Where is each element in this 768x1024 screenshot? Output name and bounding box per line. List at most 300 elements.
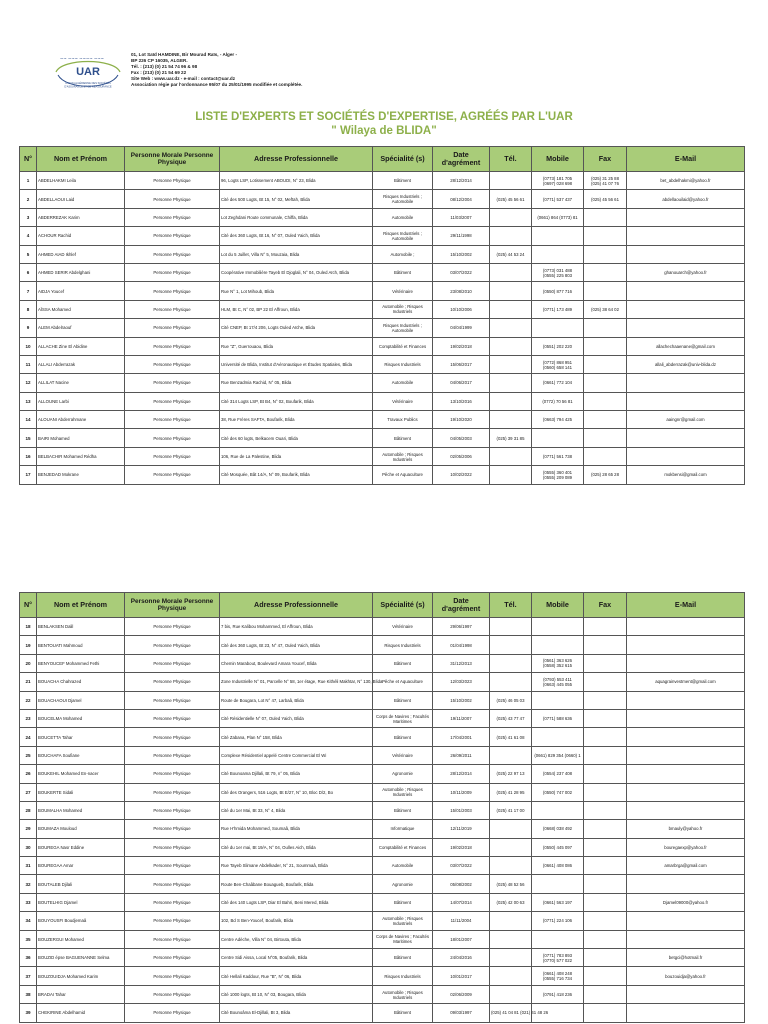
specialty: Bâtiment bbox=[394, 660, 411, 666]
mobile-phone-cell bbox=[532, 912, 584, 930]
expert-name: BOUTELHIG Djamel bbox=[38, 900, 78, 906]
mobile-phone-cell bbox=[532, 227, 584, 245]
approval-date: 18/01/2007 bbox=[450, 936, 472, 942]
professional-address-cell bbox=[220, 893, 373, 911]
approval-date: 14/07/2014 bbox=[450, 900, 472, 906]
professional-address: Route Ben-Chaâbane Bouagueb, Boufarik, Blida bbox=[221, 881, 314, 887]
mobile-phone: (0772) 868 951 bbox=[542, 359, 573, 365]
col-tel-header: Tél. bbox=[490, 593, 532, 618]
expert-name: BENJEDAD Mokrane bbox=[38, 472, 79, 478]
phone-cell bbox=[490, 985, 532, 1003]
row-number-cell bbox=[20, 190, 37, 208]
mobile-phone-cell bbox=[532, 636, 584, 654]
person-type-cell bbox=[125, 709, 220, 727]
person-type: Personne Physique bbox=[153, 343, 191, 349]
professional-address: Cité des 60 logts, Belkacem Ouari, Blida bbox=[221, 435, 298, 441]
expert-name-cell bbox=[37, 429, 125, 447]
phone-cell bbox=[490, 429, 532, 447]
professional-address: Cité 1000 logts, Bt 10, N° 03, Bougara, Blida bbox=[221, 992, 306, 997]
person-type-cell bbox=[125, 967, 220, 985]
expert-name-cell bbox=[37, 801, 125, 819]
professional-address: Cité des 140 Logts LSP, Diar El Bahri, Beni Mered, Blida bbox=[221, 900, 329, 906]
expert-name-cell bbox=[37, 282, 125, 300]
fax-number-cell bbox=[584, 838, 627, 856]
expert-name: BOUACHAOUI Djamel bbox=[38, 697, 82, 703]
row-number: 23 bbox=[25, 716, 31, 722]
row-number-cell bbox=[20, 282, 37, 300]
row-number: 2 bbox=[26, 196, 30, 202]
fax-number-cell bbox=[584, 263, 627, 281]
email-address: Djamel09000@yahoo.fr bbox=[662, 900, 709, 906]
col-email-header: E-Mail bbox=[627, 593, 745, 618]
email-address-cell bbox=[627, 374, 745, 392]
specialty-cell bbox=[373, 893, 433, 911]
expert-name: ABDELHAKMI Leila bbox=[38, 178, 76, 184]
expert-name-cell bbox=[37, 967, 125, 985]
svg-text:UNION ALGÉRIENNE DES SOCIÉTÉS: UNION ALGÉRIENNE DES SOCIÉTÉS bbox=[65, 82, 111, 85]
specialty-cell bbox=[373, 355, 433, 373]
table-body bbox=[20, 172, 745, 485]
expert-name-cell bbox=[37, 337, 125, 355]
specialty: Automobile ; Risques Industriels bbox=[382, 787, 423, 798]
mobile-phone-cell bbox=[532, 654, 584, 672]
professional-address: Cité Hellali Kaddour, Rue "B", N° 06, Blida bbox=[221, 973, 302, 979]
phone: (025) 44 53 24 bbox=[496, 251, 525, 257]
row-number: 18 bbox=[25, 624, 31, 630]
email-address-cell bbox=[627, 337, 745, 355]
email-address-cell bbox=[627, 392, 745, 410]
table-row bbox=[20, 783, 745, 801]
specialty-cell bbox=[373, 912, 433, 930]
professional-address-cell bbox=[220, 208, 373, 226]
expert-name-cell bbox=[37, 985, 125, 1003]
person-type: Personne Physique bbox=[153, 826, 191, 832]
phone-cell bbox=[490, 930, 532, 948]
specialty-cell bbox=[373, 838, 433, 856]
expert-name-cell bbox=[37, 746, 125, 764]
email-address: allali_abderrazak@univ-blida.dz bbox=[655, 362, 716, 368]
expert-name-cell bbox=[37, 319, 125, 337]
row-number: 9 bbox=[26, 325, 30, 331]
email-address-cell bbox=[627, 691, 745, 709]
row-number: 14 bbox=[25, 417, 31, 423]
phone: (025) 46 05 03 bbox=[496, 697, 525, 703]
mobile-phone: (0661) 864 (0773) 81 bbox=[537, 214, 578, 220]
row-number: 19 bbox=[25, 642, 31, 648]
expert-name-cell bbox=[37, 783, 125, 801]
mobile-phone-cell bbox=[532, 319, 584, 337]
professional-address: Cité Bounoâma El-Djillali, Bt 3, Blida bbox=[221, 1010, 291, 1016]
person-type: Personne Physique bbox=[153, 881, 191, 887]
mobile-phone: (0663) 794 425 bbox=[542, 417, 573, 423]
expert-name: BOUKERTE Sidali bbox=[38, 789, 74, 795]
person-type-cell bbox=[125, 392, 220, 410]
fax-number-cell bbox=[584, 765, 627, 783]
specialty: Vétérinaire bbox=[392, 752, 413, 758]
approval-date: 01/04/1998 bbox=[450, 642, 472, 648]
specialty-cell bbox=[373, 691, 433, 709]
person-type-cell bbox=[125, 654, 220, 672]
approval-date: 19/02/2018 bbox=[450, 343, 472, 349]
fax-number-cell bbox=[584, 949, 627, 967]
row-number-cell bbox=[20, 765, 37, 783]
professional-address: Rue "Z", Guerrouaou, Blida bbox=[221, 343, 274, 349]
specialty-cell bbox=[373, 985, 433, 1003]
row-number-cell bbox=[20, 300, 37, 318]
expert-name-cell bbox=[37, 263, 125, 281]
specialty: Automobile ; Risques Industriels bbox=[382, 915, 423, 926]
approval-date-cell bbox=[433, 838, 490, 856]
email-address-cell bbox=[627, 636, 745, 654]
approval-date: 11/11/2004 bbox=[450, 918, 472, 924]
phone-cell bbox=[490, 654, 532, 672]
professional-address-cell bbox=[220, 227, 373, 245]
phone-cell bbox=[490, 227, 532, 245]
professional-address-cell bbox=[220, 930, 373, 948]
phone-cell bbox=[490, 893, 532, 911]
email-address-cell bbox=[627, 300, 745, 318]
professional-address: Chemin Marabout, Boulevard Amara Youcef, Blida bbox=[221, 660, 317, 666]
expert-name: BOUACHA Chahrazed bbox=[38, 679, 82, 685]
specialty-cell bbox=[373, 227, 433, 245]
fax-number-cell bbox=[584, 447, 627, 465]
professional-address-cell bbox=[220, 618, 373, 636]
table-row bbox=[20, 893, 745, 911]
expert-name-cell bbox=[37, 374, 125, 392]
row-number-cell bbox=[20, 985, 37, 1003]
approval-date: 19/11/2007 bbox=[450, 716, 472, 722]
approval-date-cell bbox=[433, 392, 490, 410]
approval-date-cell bbox=[433, 709, 490, 727]
row-number: 1 bbox=[26, 178, 30, 184]
approval-date-cell bbox=[433, 967, 490, 985]
specialty-cell bbox=[373, 429, 433, 447]
person-type-cell bbox=[125, 838, 220, 856]
specialty: Automobile ; bbox=[390, 251, 415, 257]
col-email-header: E-Mail bbox=[627, 147, 745, 172]
approval-date: 17/04/2001 bbox=[450, 734, 472, 740]
mobile-phone: (0793) 553 411 bbox=[543, 676, 572, 682]
person-type: Personne Physique bbox=[153, 251, 191, 257]
address-line: Association régie par l'ordonnance 95/07 du 25/01/1995 modifiée et complétée. bbox=[131, 82, 303, 87]
fax-number-cell bbox=[584, 1004, 627, 1022]
person-type-cell bbox=[125, 374, 220, 392]
specialty-cell bbox=[373, 172, 433, 190]
table-row bbox=[20, 765, 745, 783]
row-number-cell bbox=[20, 447, 37, 465]
professional-address-cell bbox=[220, 949, 373, 967]
email-address-cell bbox=[627, 447, 745, 465]
fax-number-cell bbox=[584, 245, 627, 263]
row-number-cell bbox=[20, 374, 37, 392]
col-fax-header: Fax bbox=[584, 593, 627, 618]
row-number: 34 bbox=[25, 918, 31, 924]
mobile-phone-cell bbox=[532, 893, 584, 911]
approval-date: 02/05/2006 bbox=[450, 454, 472, 460]
address-line: Site Web : www.uar.dz - e-mail : contact@uar.dz bbox=[131, 76, 236, 81]
mobile-phone: (0550) 877 716 bbox=[542, 288, 573, 294]
specialty: Comptabilité et Finances bbox=[378, 343, 427, 349]
mobile-phone-cell bbox=[532, 190, 584, 208]
person-type: Personne Physique bbox=[153, 398, 191, 404]
approval-date-cell bbox=[433, 893, 490, 911]
approval-date: 10/01/2017 bbox=[450, 973, 472, 979]
phone-cell bbox=[490, 820, 532, 838]
mobile-phone-cell bbox=[532, 801, 584, 819]
specialty-cell bbox=[373, 673, 433, 691]
phone: (025) 41 17 00 bbox=[496, 808, 525, 814]
specialty: Vétérinaire bbox=[392, 624, 413, 630]
email-address-cell bbox=[627, 765, 745, 783]
specialty: Automobile bbox=[391, 380, 414, 386]
professional-address-cell bbox=[220, 1004, 373, 1022]
row-number: 11 bbox=[25, 362, 31, 368]
expert-name: AIDJA Youcef bbox=[38, 288, 65, 294]
approval-date: 03/07/2022 bbox=[450, 863, 472, 869]
address-block bbox=[131, 52, 471, 88]
mobile-phone: (0555) 360 401 bbox=[542, 469, 573, 475]
specialty: Risques Industriels ; Automobile bbox=[383, 230, 422, 241]
table-row bbox=[20, 875, 745, 893]
row-number: 8 bbox=[26, 306, 30, 312]
phone-cell bbox=[490, 300, 532, 318]
uar-logo bbox=[52, 50, 124, 94]
expert-name-cell bbox=[37, 300, 125, 318]
expert-name: ALOUANI Abderrahmane bbox=[38, 417, 87, 423]
document-title: LISTE D'EXPERTS ET SOCIÉTÉS D'EXPERTISE, AGRÉÉS PAR L'UAR bbox=[195, 111, 573, 123]
email-address-cell bbox=[627, 673, 745, 691]
approval-date-cell bbox=[433, 691, 490, 709]
email-address: mokbensi@gmail.com bbox=[664, 472, 707, 478]
row-number: 28 bbox=[25, 808, 31, 814]
approval-date-cell bbox=[433, 673, 490, 691]
mobile-phone: (0771) 224 106 bbox=[542, 918, 573, 924]
approval-date: 02/06/2009 bbox=[450, 992, 472, 997]
specialty-cell bbox=[373, 337, 433, 355]
fax-number: (025) 31 25 88 bbox=[591, 175, 619, 181]
approval-date-cell bbox=[433, 172, 490, 190]
specialty: Comptabilité et Finances bbox=[378, 844, 427, 850]
email-address-cell bbox=[627, 801, 745, 819]
email-address-cell bbox=[627, 912, 745, 930]
row-number: 33 bbox=[25, 900, 31, 906]
expert-name-cell bbox=[37, 636, 125, 654]
row-number-cell bbox=[20, 912, 37, 930]
phone: (025) 45 56 61 bbox=[496, 196, 525, 202]
professional-address: Centre Sidi Aissa, Local N°05, Boufarik, Blida bbox=[221, 955, 308, 961]
approval-date: 12/11/2019 bbox=[450, 826, 472, 832]
approval-date: 28/12/2014 bbox=[450, 178, 472, 184]
approval-date: 12/03/2023 bbox=[450, 679, 472, 685]
address-line: BP 226 CP 16035, ALGER. bbox=[131, 58, 188, 63]
professional-address: 106, Rue de La Palestine, Blida bbox=[221, 454, 282, 460]
phone-cell bbox=[490, 172, 532, 190]
expert-name-cell bbox=[37, 411, 125, 429]
table-row bbox=[20, 654, 745, 672]
mobile-phone: (0773) 031 488 bbox=[542, 267, 573, 273]
specialty-cell bbox=[373, 263, 433, 281]
person-type: Personne Physique bbox=[153, 679, 191, 685]
expert-name: ABDERREZAK Karim bbox=[38, 214, 80, 220]
professional-address-cell bbox=[220, 300, 373, 318]
mobile-phone-cell bbox=[532, 673, 584, 691]
mobile-phone: (0555) 209 089 bbox=[542, 474, 573, 480]
person-type-cell bbox=[125, 765, 220, 783]
mobile-phone-cell bbox=[532, 355, 584, 373]
expert-name: AHMED AIAD Ikhlef bbox=[38, 251, 76, 257]
row-number: 27 bbox=[25, 789, 31, 795]
professional-address-cell bbox=[220, 967, 373, 985]
row-number: 12 bbox=[25, 380, 31, 386]
person-type: Personne Physique bbox=[153, 973, 191, 979]
approval-date-cell bbox=[433, 208, 490, 226]
professional-address-cell bbox=[220, 820, 373, 838]
expert-name: AÏSSA Mohamed bbox=[38, 306, 71, 312]
col-address-header: Adresse Professionnelle bbox=[220, 147, 373, 172]
approval-date: 31/12/2013 bbox=[450, 660, 472, 666]
fax-number-cell bbox=[584, 355, 627, 373]
specialty-cell bbox=[373, 765, 433, 783]
specialty: Bâtiment bbox=[394, 955, 411, 961]
phone-cell bbox=[490, 618, 532, 636]
expert-name-cell bbox=[37, 227, 125, 245]
professional-address: Cité Bounoama Djillali, Bt 79, n° 05, Blida bbox=[221, 771, 300, 777]
approval-date: 26/09/2011 bbox=[450, 752, 472, 758]
fax-number-cell bbox=[584, 783, 627, 801]
approval-date: 10/10/2006 bbox=[450, 306, 472, 312]
approval-date-cell bbox=[433, 949, 490, 967]
professional-address-cell bbox=[220, 875, 373, 893]
specialty-cell bbox=[373, 392, 433, 410]
expert-name: BOUTALEB Djilali bbox=[38, 881, 73, 887]
phone-cell bbox=[490, 245, 532, 263]
row-number-cell bbox=[20, 245, 37, 263]
phone: (025) 22 97 13 bbox=[496, 771, 525, 777]
experts-table-1 bbox=[19, 146, 745, 485]
table-row bbox=[20, 392, 745, 410]
phone-cell bbox=[490, 636, 532, 654]
specialty: Automobile ; Risques Industriels bbox=[382, 451, 423, 462]
fax-number-cell bbox=[584, 208, 627, 226]
professional-address-cell bbox=[220, 838, 373, 856]
specialty: Automobile bbox=[391, 863, 414, 869]
person-type: Personne Physique bbox=[153, 380, 191, 386]
phone-cell bbox=[490, 208, 532, 226]
mobile-phone-cell bbox=[532, 466, 584, 484]
fax-number-cell bbox=[584, 618, 627, 636]
mobile-phone: (0773) 181 705 bbox=[542, 175, 573, 181]
expert-name: BOUMALHA Mohamed bbox=[38, 808, 83, 814]
person-type-cell bbox=[125, 930, 220, 948]
row-number-cell bbox=[20, 857, 37, 875]
fax-number-cell bbox=[584, 392, 627, 410]
person-type-cell bbox=[125, 912, 220, 930]
approval-date: 10/02/2022 bbox=[450, 472, 472, 478]
mobile-phone-cell bbox=[532, 429, 584, 447]
person-type: Personne Physique bbox=[153, 955, 191, 961]
mobile-phone-cell bbox=[532, 728, 584, 746]
fax-number-cell bbox=[584, 875, 627, 893]
mobile-phone-cell bbox=[532, 263, 584, 281]
expert-name: BOUYOUSFI Boudjemaâ bbox=[38, 918, 87, 924]
row-number-cell bbox=[20, 838, 37, 856]
approval-date-cell bbox=[433, 985, 490, 1003]
expert-name: ALLALI Abderrazak bbox=[38, 362, 76, 368]
row-number: 16 bbox=[25, 454, 31, 460]
approval-date: 09/03/1997 bbox=[450, 1010, 472, 1016]
professional-address: Cité Zabana, Plan N° 158, Blida bbox=[221, 734, 282, 740]
mobile-phone-cell bbox=[532, 857, 584, 875]
approval-date: 19/02/2018 bbox=[450, 844, 472, 850]
row-number: 25 bbox=[25, 752, 31, 758]
mobile-phone-cell bbox=[532, 949, 584, 967]
table-row bbox=[20, 709, 745, 727]
table-row bbox=[20, 1004, 745, 1022]
person-type: Personne Physique bbox=[153, 624, 191, 630]
phone-cell bbox=[490, 282, 532, 300]
email-address-cell bbox=[627, 1004, 745, 1022]
mobile-phone: (0770) 577 022 bbox=[542, 957, 573, 963]
mobile-phone: (0771) 783 893 bbox=[542, 952, 573, 958]
expert-name: BOUZID épse BAGUENANNE Selma bbox=[38, 955, 110, 961]
person-type: Personne Physique bbox=[153, 178, 191, 184]
table-row bbox=[20, 838, 745, 856]
phone-cell bbox=[490, 783, 532, 801]
specialty-cell bbox=[373, 282, 433, 300]
specialty-cell bbox=[373, 466, 433, 484]
row-number-cell bbox=[20, 411, 37, 429]
person-type: Personne Physique bbox=[153, 325, 191, 331]
row-number: 36 bbox=[25, 955, 31, 961]
experts-table-2 bbox=[19, 592, 745, 1023]
expert-name-cell bbox=[37, 820, 125, 838]
professional-address: Cité Résidentielle N° 07, Ouled Yaich, Blida bbox=[221, 716, 304, 722]
person-type: Personne Physique bbox=[153, 697, 191, 703]
specialty: Risques Industriels ; Automobile bbox=[383, 194, 422, 205]
approval-date: 11/03/2007 bbox=[450, 214, 472, 220]
email-address-cell bbox=[627, 893, 745, 911]
phone: (025) 41 61 08 bbox=[496, 734, 525, 740]
expert-name: ALLILAT Nacine bbox=[38, 380, 69, 386]
person-type: Personne Physique bbox=[153, 918, 191, 924]
specialty-cell bbox=[373, 300, 433, 318]
phone-cell bbox=[490, 374, 532, 392]
email-address: amarbrga@gmail.com bbox=[664, 863, 707, 869]
mobile-phone-cell bbox=[532, 709, 584, 727]
fax-number-cell bbox=[584, 985, 627, 1003]
col-number-header: N° bbox=[20, 147, 37, 172]
person-type: Personne Physique bbox=[153, 789, 191, 795]
phone-cell bbox=[490, 746, 532, 764]
phone-cell bbox=[490, 337, 532, 355]
person-type: Personne Physique bbox=[153, 362, 191, 368]
email-address-cell bbox=[627, 411, 745, 429]
approval-date: 04/06/2017 bbox=[450, 380, 472, 386]
person-type: Personne Physique bbox=[153, 214, 191, 220]
svg-text:~~ ~~~ ~~~~ ~~~: ~~ ~~~ ~~~~ ~~~ bbox=[60, 56, 105, 61]
phone: (025) 41 28 95 bbox=[496, 789, 525, 795]
professional-address-cell bbox=[220, 337, 373, 355]
person-type: Personne Physique bbox=[153, 1010, 191, 1016]
specialty-cell bbox=[373, 618, 433, 636]
person-type-cell bbox=[125, 893, 220, 911]
table-row bbox=[20, 857, 745, 875]
expert-name-cell bbox=[37, 949, 125, 967]
specialty-cell bbox=[373, 820, 433, 838]
svg-text:UAR: UAR bbox=[76, 66, 100, 78]
table-body bbox=[20, 618, 745, 1023]
person-type-cell bbox=[125, 746, 220, 764]
